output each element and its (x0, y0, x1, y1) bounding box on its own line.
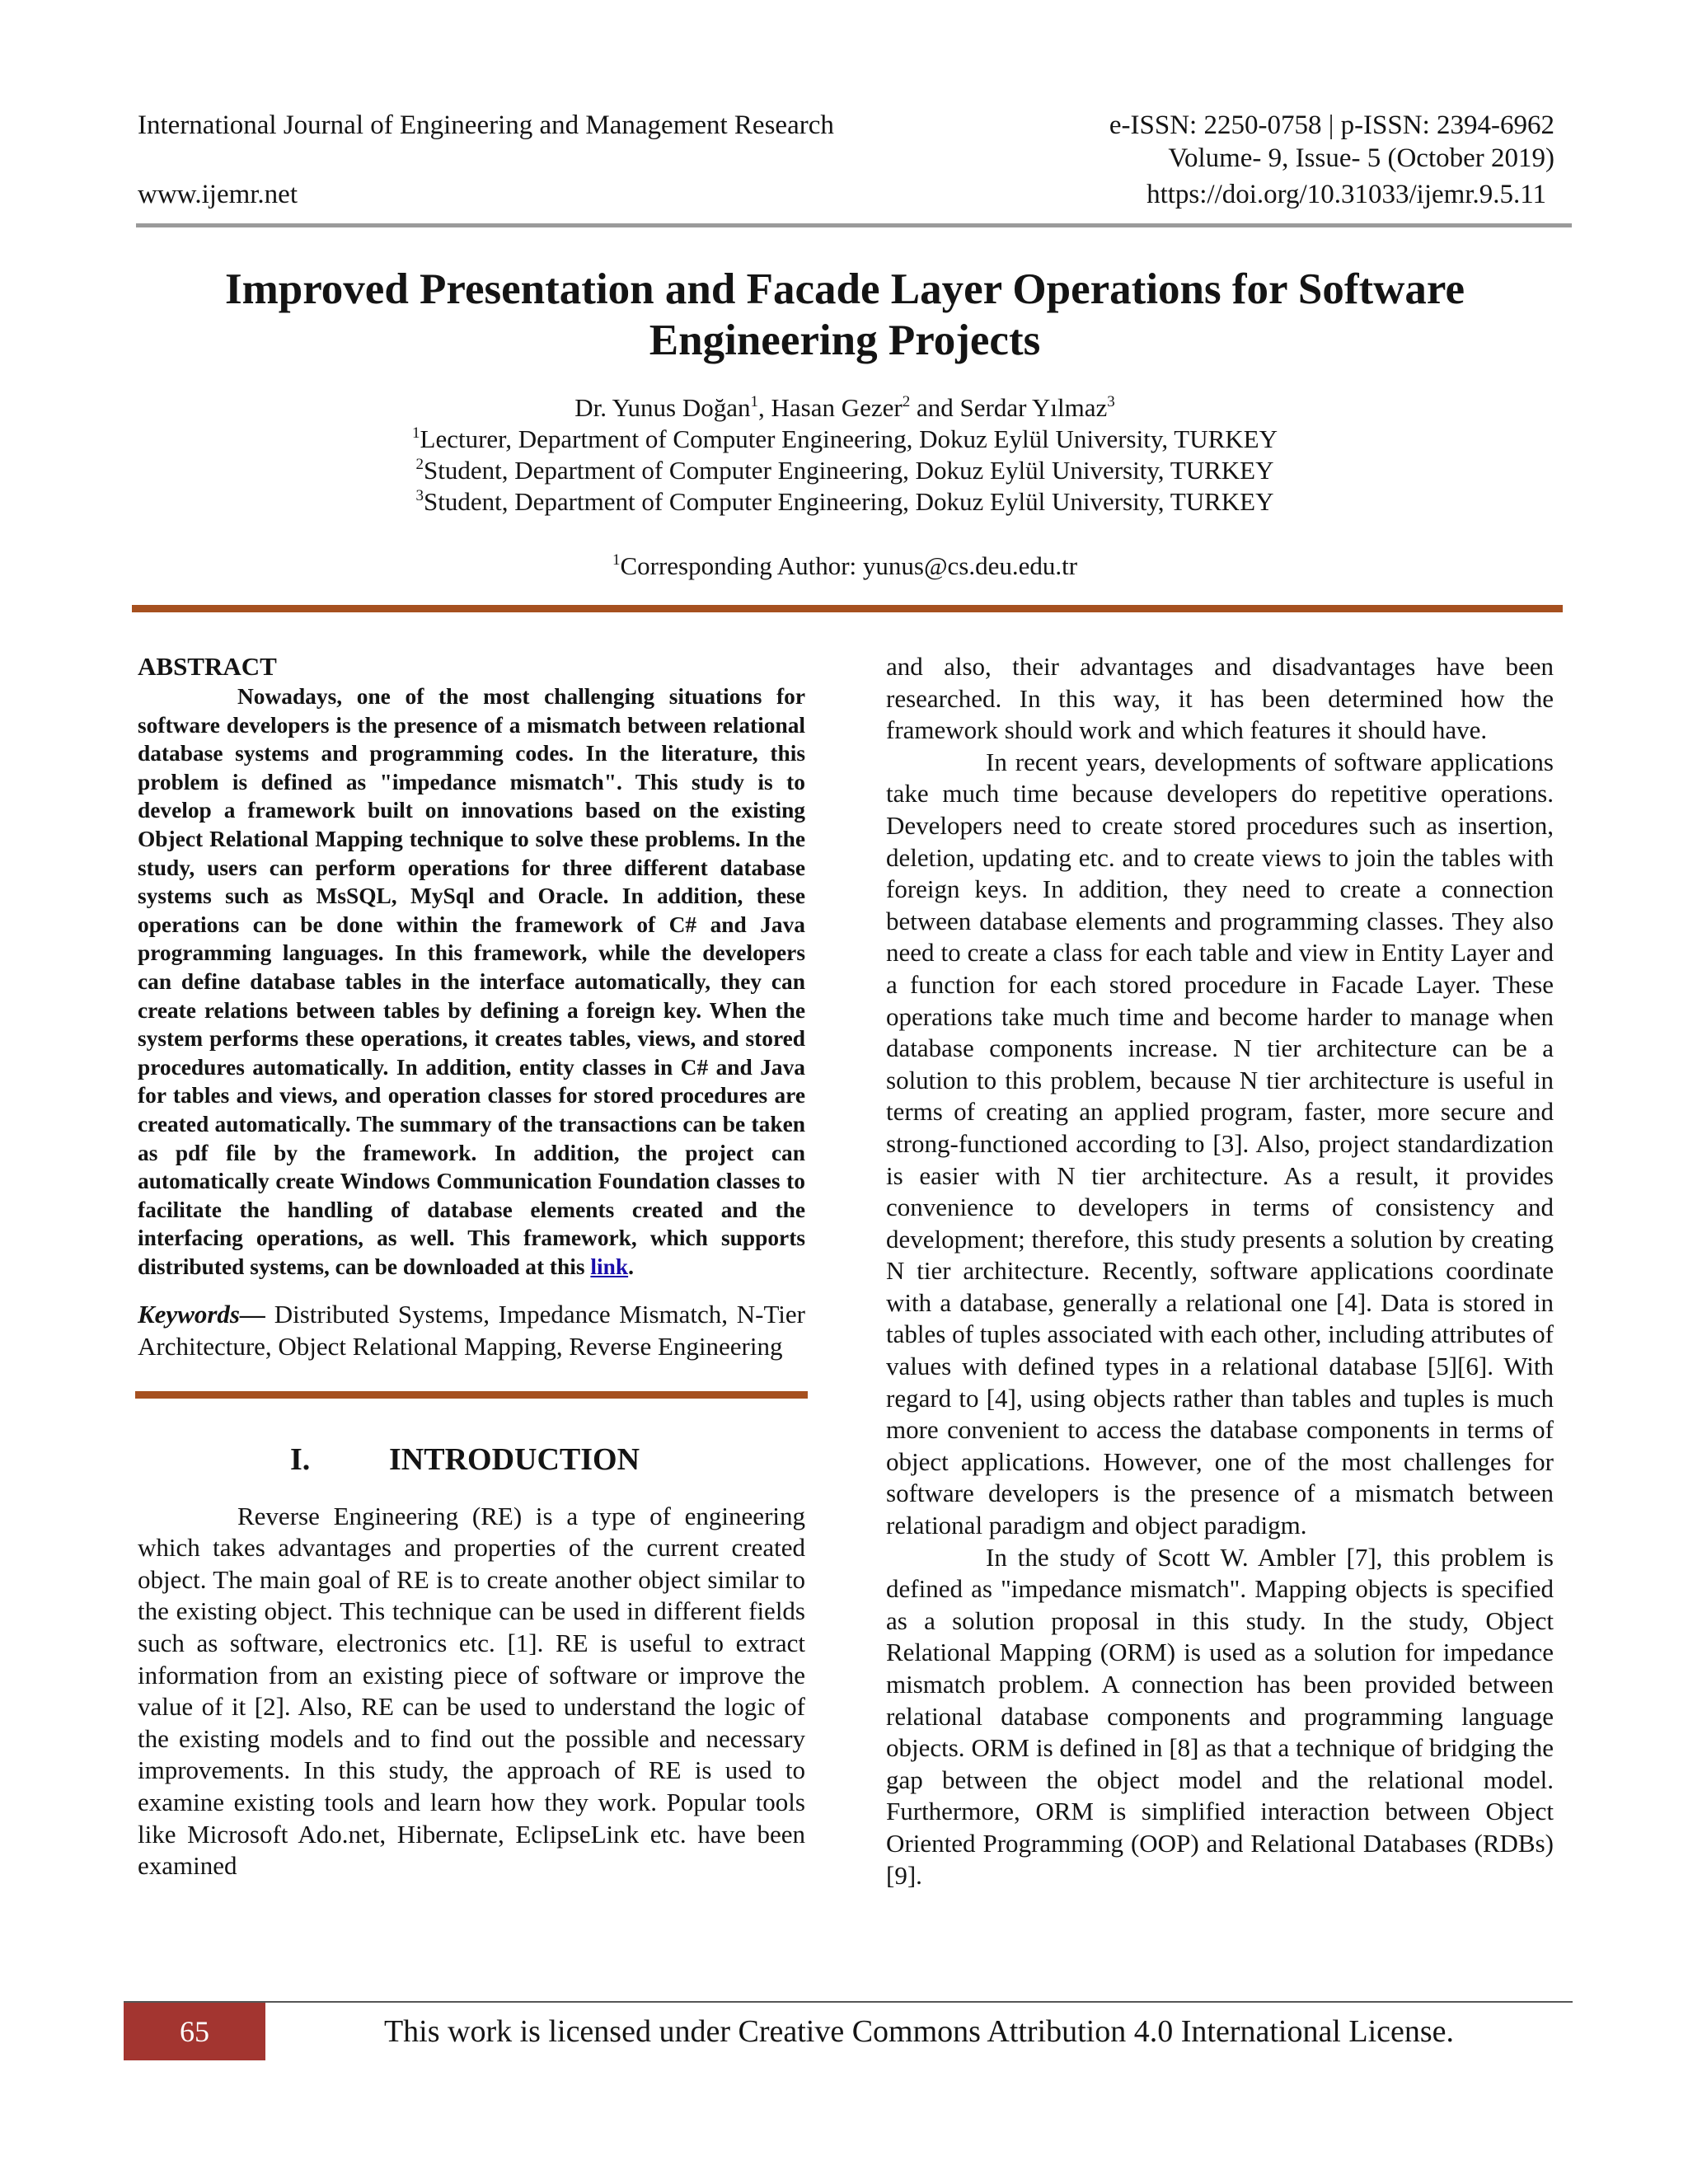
affiliation-3-text: Student, Department of Computer Engineering, Dokuz Eylül University, TURKEY (424, 487, 1274, 516)
affiliation-1 (132, 424, 1558, 455)
paper-title: Improved Presentation and Facade Layer Operations for Software Engineering Projects (224, 265, 1465, 364)
download-link[interactable]: link (590, 1254, 629, 1279)
author-3-name: and Serdar Yılmaz (910, 393, 1108, 422)
keywords (138, 1299, 805, 1362)
affiliation-2-sup: 2 (415, 456, 424, 473)
author-1-name: Dr. Yunus Doğan (574, 393, 751, 422)
author-block (132, 392, 1558, 582)
abstract-heading: ABSTRACT (138, 652, 277, 681)
abstract-body (138, 682, 805, 1281)
section-title: INTRODUCTION (389, 1441, 640, 1477)
journal-website-link[interactable]: www.ijemr.net (138, 180, 298, 209)
author-line (132, 392, 1558, 424)
corresponding-author (132, 551, 1558, 582)
title-divider (132, 605, 1563, 612)
affiliation-1-sup: 1 (412, 424, 420, 442)
intro-paragraph-1: Reverse Engineering (RE) is a type of engineering which takes advantages and properties of the current created object. The main goal of RE is to create another object similar to the existing object. This technique can be used in different fields such as software, electronics etc. [1]. RE is useful to extract information from an existing piece of software or improve the value of it [2]. Also, RE can be used to understand the logic of the existing models and to find out the possible and necessary improvements. In this study, the approach of RE is used to examine existing tools and learn how they work. Popular tools like Microsoft Ado.net, Hibernate, EclipseLink etc. have been examined (138, 1501, 805, 1881)
volume-info: Volume- 9, Issue- 5 (October 2019) (1168, 143, 1554, 173)
issn-info: e-ISSN: 2250-0758 | p-ISSN: 2394-6962 (1109, 110, 1554, 140)
affiliation-1-text: Lecturer, Department of Computer Engineering, Dokuz Eylül University, TURKEY (420, 424, 1278, 453)
abstract-text: Nowadays, one of the most challenging situations for software developers is the presence of a mismatch between relational database systems and programming codes. In the literature, this problem is defined as "impedance mismatch". This study is to develop a framework built on innovations based on the existing Object Relational Mapping technique to solve these problems. In the study, users can perform operations for three different database systems such as MsSQL, MySql and Oracle. In addition, these operations can be done within the framework of C# and Java programming languages. In this framework, while the developers can define database tables in the interface automatically, they can create relations between tables by defining a foreign key. When the system performs these operations, it creates tables, views, and stored procedures automatically. In addition, entity classes in C# and Java for tables and views, and operation classes for stored procedures are created automatically. The summary of the transactions can be taken as pdf file by the framework. In addition, the project can automatically create Windows Communication Foundation classes to facilitate the handling of database elements created and the interfacing operations, as well. This framework, which supports distributed systems, can be downloaded at this (138, 684, 805, 1279)
corresponding-sup: 1 (612, 551, 621, 569)
doi-link[interactable]: https://doi.org/10.31033/ijemr.9.5.11 (1146, 180, 1546, 209)
keywords-label: Keywords— (138, 1300, 265, 1329)
author-3-sup: 3 (1107, 393, 1115, 410)
page-number: 65 (124, 2003, 265, 2060)
affiliation-3 (132, 486, 1558, 518)
section-number: I. (290, 1441, 311, 1477)
abstract-divider (135, 1391, 808, 1399)
corresponding-text: Corresponding Author: yunus@cs.deu.edu.tr (620, 551, 1078, 580)
affiliation-3-sup: 3 (415, 487, 424, 504)
right-paragraph-1: In recent years, developments of software applications take much time because developers do repetitive operations. Developers need to create stored procedures such as insertion, deletion, updating etc. and to create views to join the tables with foreign keys. In addition, they need to create a connection between database elements and programming classes. They also need to create a class for each table and view in Entity Layer and a function for each stored procedure in Facade Layer. These operations take much time and become harder to manage when database components increase. N tier architecture can be a solution to this problem, because N tier architecture is useful in terms of creating an applied program, faster, more secure and strong-functioned according to [3]. Also, project standardization is easier with N tier architecture. As a result, it provides convenience to developers in terms of consistency and development; therefore, this study presents a solution by creating N tier architecture. Recently, software applications coordinate with a database, generally a relational one [4]. Data is stored in tables of tuples associated with each other, including attributes of values with defined types in a relational database [5][6]. With regard to [4], using objects rather than tables and tuples is much more convenient to access the database components in terms of object applications. However, one of the most challenges for software developers is the presence of a mismatch between relational paradigm and object paradigm. (886, 747, 1554, 1540)
header-divider (136, 223, 1572, 227)
affiliation-2-text: Student, Department of Computer Engineering, Dokuz Eylül University, TURKEY (424, 456, 1274, 485)
journal-name: International Journal of Engineering and Management Research (138, 110, 834, 140)
abstract-end: . (628, 1254, 634, 1279)
author-2-name: , Hasan Gezer (758, 393, 903, 422)
right-paragraph-2: In the study of Scott W. Ambler [7], this problem is defined as "impedance mismatch". Mapping objects is specified as a solution proposal in this study. In the study, Object Relational Mapping (ORM) is used as a solution for impedance mismatch problem. A connection has been provided between relational database components and programming language objects. ORM is defined in [8] as that a technique of bridging the gap between the object model and the relational model. Furthermore, ORM is simplified interaction between Object Oriented Programming (OOP) and Relational Databases (RDBs) [9]. (886, 1542, 1554, 1890)
left-column (138, 651, 805, 1882)
affiliation-2 (132, 455, 1558, 486)
license-notice: This work is licensed under Creative Commons Attribution 4.0 International License. (383, 2014, 1455, 2049)
keywords-text: Distributed Systems, Impedance Mismatch, N-Tier Architecture, Object Relational Mapping, Reverse Engineering (138, 1300, 805, 1361)
right-column (886, 651, 1554, 1891)
author-1-sup: 1 (750, 393, 759, 410)
section-heading-introduction (138, 1441, 805, 1478)
author-2-sup: 2 (902, 393, 911, 410)
right-paragraph-0: and also, their advantages and disadvantages have been researched. In this way, it has been determined how the framework should work and which features it should have. (886, 652, 1554, 745)
